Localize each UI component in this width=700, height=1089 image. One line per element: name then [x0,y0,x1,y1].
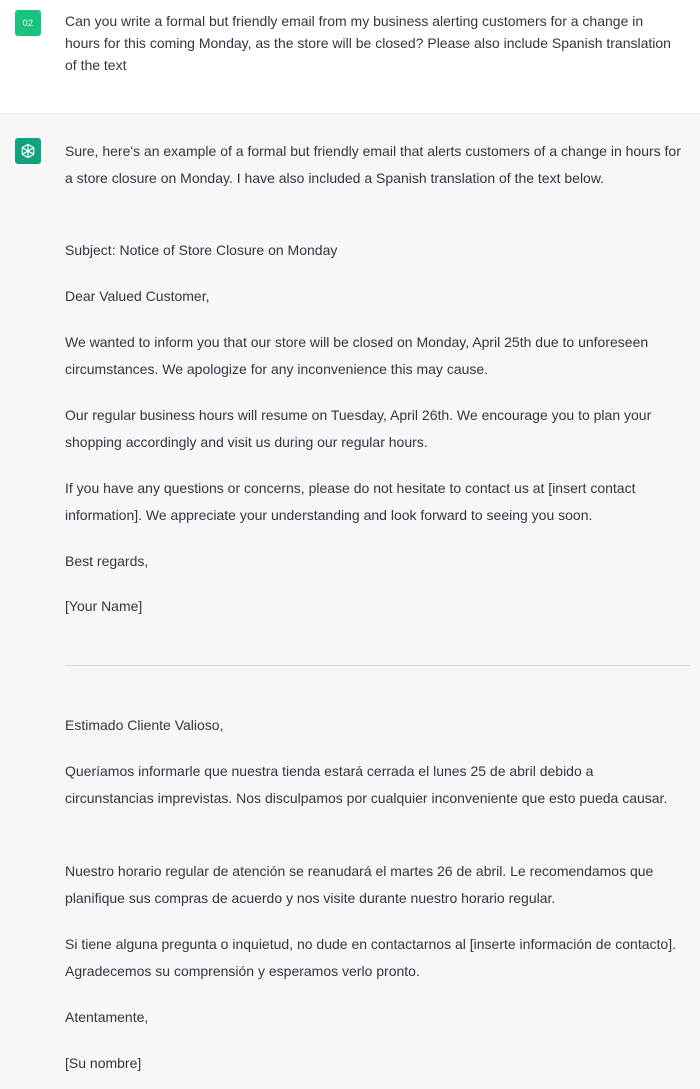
translation-divider [65,665,690,666]
spanish-greeting [65,712,685,739]
email-signature [65,593,685,620]
spanish-paragraph-2 [65,858,685,912]
paragraph-en-2: Our regular business hours will resume on Tuesday, April 26th. We encourage you to plan your shopping accordingly and visit us during our regular hours. [65,407,652,450]
openai-logo-icon [19,142,37,160]
paragraph-en-1: We wanted to inform you that our store will be closed on Monday, April 25th due to unforeseen circumstances. We apologize for any inconvenience this may cause. [65,334,649,377]
email-paragraph-2 [65,402,685,456]
intro-text: Sure, here's an example of a formal but friendly email that alerts customers of a change in hours for a store closure on Monday. I have also included a Spanish translation of the text below. [65,143,681,186]
spanish-closing [65,1004,685,1031]
email-greeting [65,283,685,310]
email-subject [65,237,685,264]
email-closing [65,548,685,575]
signature-es: [Su nombre] [65,1055,142,1071]
greeting-es: Estimado Cliente Valioso, [65,717,224,733]
paragraph-es-1: Queríamos informarle que nuestra tienda estará cerrada el lunes 25 de abril debido a circunstancias imprevistas. Nos disculpamos por cualquier inconveniente que esto pueda causar. [65,763,668,806]
user-message [0,0,700,114]
paragraph-es-2: Nuestro horario regular de atención se reanudará el martes 26 de abril. Le recomendamos que planifique sus compras de acuerdo y nos visite durante nuestro horario regular. [65,863,654,906]
email-paragraph-3 [65,475,685,529]
user-message-text: Can you write a formal but friendly email from my business alerting customers for a change in hours for this coming Monday, as the store will be closed? Please also include Spanish translation of the text [65,13,671,73]
user-avatar: 02 [15,10,41,36]
spanish-paragraph-3 [65,931,685,985]
spanish-paragraph-1 [65,758,685,812]
paragraph-en-3: If you have any questions or concerns, please do not hesitate to contact us at [insert contact information]. We appreciate your understanding and look forward to seeing you soon. [65,480,636,523]
spanish-signature [65,1050,685,1077]
subject-line: Subject: Notice of Store Closure on Monday [65,242,338,258]
openai-logo-icon [15,138,41,164]
email-paragraph-1 [65,329,685,383]
closing-en: Best regards, [65,553,149,569]
paragraph-es-3: Si tiene alguna pregunta o inquietud, no dude en contactarnos al [inserte información de contacto]. Agradecemos su comprensión y esperamos verlo pronto. [65,936,676,979]
assistant-intro [65,138,685,192]
greeting-en: Dear Valued Customer, [65,288,210,304]
closing-es: Atentamente, [65,1009,149,1025]
assistant-message [0,114,700,1089]
signature-en: [Your Name] [65,598,143,614]
